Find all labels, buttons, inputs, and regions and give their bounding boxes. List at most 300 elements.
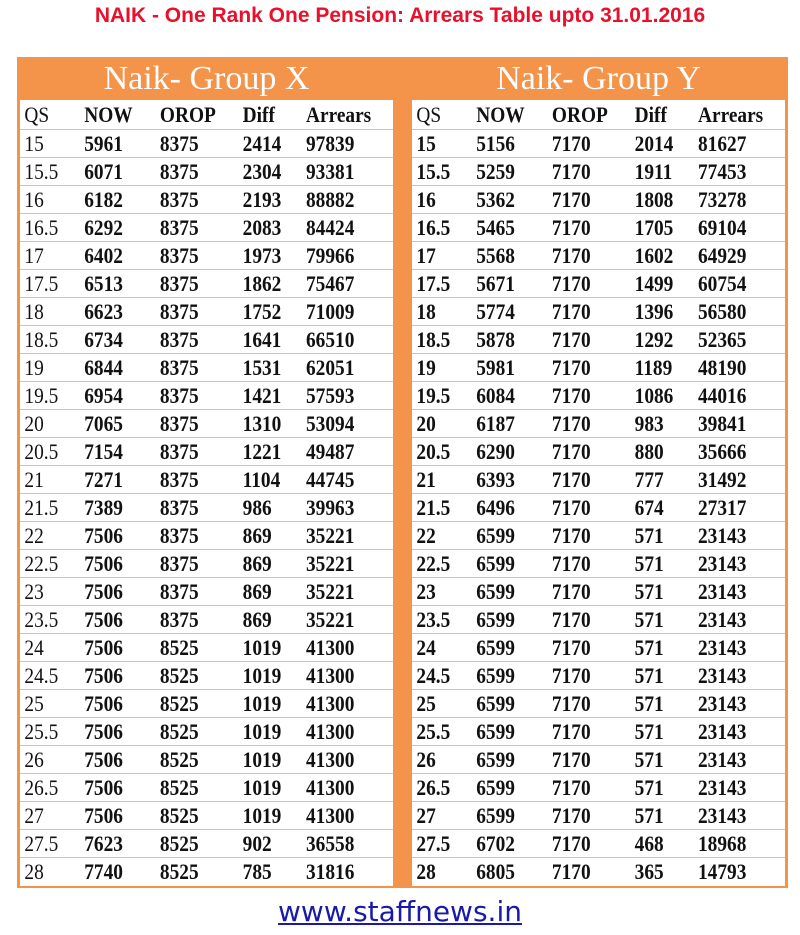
table-row (20, 242, 393, 270)
cell-diff: 2083 (242, 215, 282, 240)
cell-now: 6844 (84, 355, 123, 380)
table-row (20, 298, 393, 326)
cell-qs: 24.5 (24, 663, 59, 688)
cell-qs: 15 (24, 131, 44, 156)
cell-qs: 15.5 (24, 159, 59, 184)
cell-diff: 2193 (242, 187, 282, 212)
table-row (412, 830, 785, 858)
cell-arrears: 18968 (698, 831, 747, 856)
cell-orop: 7170 (551, 719, 591, 744)
group-y-heading: Naik- Group Y (496, 60, 701, 97)
cell-diff: 1019 (242, 803, 282, 828)
cell-arrears: 41300 (306, 663, 355, 688)
cell-arrears: 31492 (698, 467, 747, 492)
cell-qs: 23.5 (24, 607, 59, 632)
cell-now: 7506 (84, 551, 123, 576)
cell-arrears: 66510 (306, 327, 355, 352)
cell-qs: 15 (416, 131, 436, 156)
cell-now: 5878 (476, 327, 515, 352)
cell-orop: 8375 (159, 439, 199, 464)
cell-arrears: 60754 (698, 271, 747, 296)
cell-qs: 25 (24, 691, 44, 716)
cell-qs: 22.5 (416, 551, 451, 576)
cell-diff: 571 (634, 551, 664, 576)
cell-diff: 1396 (634, 299, 674, 324)
cell-qs: 17.5 (24, 271, 59, 296)
cell-diff: 571 (634, 635, 664, 660)
table-row (412, 690, 785, 718)
cell-now: 6599 (476, 635, 515, 660)
cell-arrears: 97839 (306, 131, 355, 156)
cell-qs: 26.5 (416, 775, 451, 800)
table-row (412, 354, 785, 382)
cell-now: 5156 (476, 131, 515, 156)
cell-qs: 16.5 (24, 215, 59, 240)
cell-arrears: 35221 (306, 551, 355, 576)
cell-diff: 571 (634, 747, 664, 772)
group-x-heading: Naik- Group X (103, 60, 310, 97)
cell-qs: 19.5 (24, 383, 59, 408)
cell-orop: 7170 (551, 467, 591, 492)
cell-arrears: 27317 (698, 495, 747, 520)
table-row (20, 802, 393, 830)
cell-qs: 16 (416, 187, 436, 212)
cell-arrears: 23143 (698, 719, 747, 744)
table-row (20, 158, 393, 186)
table-row (412, 494, 785, 522)
cell-orop: 8525 (159, 691, 199, 716)
cell-arrears: 41300 (306, 747, 355, 772)
cell-qs: 17.5 (416, 271, 451, 296)
cell-diff: 1862 (242, 271, 282, 296)
cell-diff: 1019 (242, 719, 282, 744)
cell-qs: 21.5 (416, 495, 451, 520)
cell-now: 7740 (84, 859, 123, 884)
cell-orop: 8375 (159, 271, 199, 296)
cell-orop: 7170 (551, 635, 591, 660)
cell-arrears: 41300 (306, 691, 355, 716)
cell-diff: 2014 (634, 131, 674, 156)
table-row (20, 270, 393, 298)
table-row (20, 214, 393, 242)
cell-diff: 1292 (634, 327, 674, 352)
cell-diff: 1808 (634, 187, 674, 212)
table-row (412, 242, 785, 270)
cell-diff: 1705 (634, 215, 674, 240)
cell-diff: 1911 (634, 159, 673, 184)
table-row (412, 270, 785, 298)
cell-now: 7065 (84, 411, 123, 436)
cell-qs: 26 (24, 747, 44, 772)
table-row (20, 354, 393, 382)
cell-orop: 8375 (159, 243, 199, 268)
cell-arrears: 84424 (306, 215, 355, 240)
cell-arrears: 23143 (698, 691, 747, 716)
table-row (412, 634, 785, 662)
cell-diff: 1531 (242, 355, 282, 380)
table-row (412, 802, 785, 830)
cell-orop: 7170 (551, 831, 591, 856)
cell-now: 7506 (84, 635, 123, 660)
cell-diff: 571 (634, 803, 664, 828)
cell-qs: 22 (24, 523, 44, 548)
cell-now: 6599 (476, 551, 515, 576)
cell-orop: 7170 (551, 355, 591, 380)
cell-qs: 26 (416, 747, 436, 772)
cell-now: 6071 (84, 159, 123, 184)
table-row (20, 858, 393, 886)
staffnews-link[interactable]: www.staffnews.in (278, 895, 522, 928)
cell-arrears: 39841 (698, 411, 747, 436)
cell-now: 6599 (476, 607, 515, 632)
cell-now: 7506 (84, 579, 123, 604)
cell-diff: 365 (634, 859, 664, 884)
cell-now: 6734 (84, 327, 123, 352)
cell-diff: 674 (634, 495, 664, 520)
column-header-diff: Diff (634, 102, 667, 127)
cell-arrears: 23143 (698, 775, 747, 800)
table-row (20, 186, 393, 214)
cell-now: 6292 (84, 215, 123, 240)
cell-orop: 7170 (551, 775, 591, 800)
cell-orop: 8375 (159, 187, 199, 212)
cell-now: 5362 (476, 187, 515, 212)
cell-qs: 20 (416, 411, 436, 436)
cell-diff: 869 (242, 607, 272, 632)
cell-diff: 1752 (242, 299, 282, 324)
cell-qs: 21 (416, 467, 436, 492)
cell-arrears: 41300 (306, 719, 355, 744)
cell-orop: 8525 (159, 663, 199, 688)
cell-now: 7506 (84, 691, 123, 716)
cell-diff: 1019 (242, 663, 282, 688)
cell-arrears: 35221 (306, 523, 355, 548)
cell-diff: 986 (242, 495, 272, 520)
cell-arrears: 41300 (306, 775, 355, 800)
table-row (412, 662, 785, 690)
cell-qs: 19 (24, 355, 44, 380)
cell-now: 7623 (84, 831, 123, 856)
cell-qs: 18.5 (24, 327, 59, 352)
cell-qs: 23.5 (416, 607, 451, 632)
group-y-table (412, 100, 785, 886)
cell-diff: 869 (242, 579, 272, 604)
cell-orop: 8375 (159, 579, 199, 604)
cell-orop: 7170 (551, 803, 591, 828)
cell-orop: 7170 (551, 607, 591, 632)
cell-now: 6805 (476, 859, 515, 884)
cell-now: 7506 (84, 663, 123, 688)
cell-orop: 8375 (159, 131, 199, 156)
cell-now: 7506 (84, 775, 123, 800)
cell-qs: 18 (416, 299, 436, 324)
cell-now: 7389 (84, 495, 123, 520)
table-row (412, 326, 785, 354)
cell-now: 7506 (84, 607, 123, 632)
column-header-qs: QS (416, 102, 442, 127)
cell-orop: 8525 (159, 803, 199, 828)
cell-orop: 8375 (159, 215, 199, 240)
table-row (20, 830, 393, 858)
column-header-orop: OROP (159, 102, 216, 127)
cell-now: 6954 (84, 383, 123, 408)
table-row (412, 718, 785, 746)
table-row (20, 522, 393, 550)
cell-diff: 571 (634, 523, 664, 548)
cell-now: 6599 (476, 691, 515, 716)
table-row (412, 158, 785, 186)
table-row (412, 522, 785, 550)
cell-qs: 24 (416, 635, 436, 660)
cell-qs: 27 (24, 803, 44, 828)
table-row (20, 438, 393, 466)
cell-qs: 23 (24, 579, 44, 604)
table-row (412, 606, 785, 634)
cell-orop: 7170 (551, 579, 591, 604)
cell-diff: 1641 (242, 327, 282, 352)
cell-qs: 18 (24, 299, 44, 324)
column-header-diff: Diff (242, 102, 275, 127)
cell-orop: 8525 (159, 859, 199, 884)
table-row (412, 298, 785, 326)
cell-orop: 7170 (551, 159, 591, 184)
cell-qs: 28 (24, 859, 44, 884)
cell-orop: 8375 (159, 383, 199, 408)
cell-arrears: 23143 (698, 803, 747, 828)
table-row (20, 774, 393, 802)
table-row (412, 186, 785, 214)
cell-qs: 21 (24, 467, 44, 492)
cell-now: 6599 (476, 523, 515, 548)
table-row (412, 214, 785, 242)
cell-now: 6513 (84, 271, 123, 296)
table-row (20, 634, 393, 662)
table-row (412, 774, 785, 802)
table-row (20, 578, 393, 606)
cell-now: 6599 (476, 775, 515, 800)
column-header-now: NOW (84, 102, 133, 127)
table-row (412, 382, 785, 410)
cell-diff: 1602 (634, 243, 674, 268)
cell-arrears: 23143 (698, 663, 747, 688)
cell-qs: 28 (416, 859, 436, 884)
cell-arrears: 35221 (306, 607, 355, 632)
cell-now: 6599 (476, 719, 515, 744)
table-row (412, 578, 785, 606)
cell-now: 7271 (84, 467, 123, 492)
cell-qs: 16.5 (416, 215, 451, 240)
cell-orop: 8375 (159, 355, 199, 380)
cell-now: 7154 (84, 439, 123, 464)
cell-qs: 25 (416, 691, 436, 716)
cell-qs: 17 (416, 243, 436, 268)
header-row (412, 100, 785, 130)
cell-qs: 27.5 (24, 831, 59, 856)
cell-now: 6599 (476, 803, 515, 828)
column-header-qs: QS (24, 102, 50, 127)
cell-arrears: 41300 (306, 635, 355, 660)
cell-orop: 8375 (159, 607, 199, 632)
cell-now: 6599 (476, 663, 515, 688)
cell-now: 6393 (476, 467, 515, 492)
cell-arrears: 75467 (306, 271, 355, 296)
cell-diff: 571 (634, 691, 664, 716)
column-header-now: NOW (476, 102, 525, 127)
cell-diff: 1499 (634, 271, 674, 296)
cell-orop: 8375 (159, 551, 199, 576)
cell-qs: 22 (416, 523, 436, 548)
table-row (20, 662, 393, 690)
cell-orop: 7170 (551, 691, 591, 716)
table-row (20, 606, 393, 634)
cell-now: 6084 (476, 383, 515, 408)
cell-arrears: 44745 (306, 467, 355, 492)
table-row (20, 130, 393, 158)
cell-now: 7506 (84, 803, 123, 828)
group-x-table (20, 100, 393, 886)
table-row (20, 690, 393, 718)
cell-diff: 571 (634, 579, 664, 604)
table-row (412, 438, 785, 466)
cell-arrears: 23143 (698, 523, 747, 548)
cell-qs: 27.5 (416, 831, 451, 856)
arrears-table (17, 57, 788, 888)
cell-orop: 8525 (159, 775, 199, 800)
table-row (20, 466, 393, 494)
column-header-orop: OROP (551, 102, 608, 127)
cell-qs: 24 (24, 635, 44, 660)
cell-arrears: 69104 (698, 215, 747, 240)
cell-diff: 468 (634, 831, 664, 856)
table-row (412, 550, 785, 578)
cell-orop: 8375 (159, 159, 199, 184)
cell-diff: 1221 (242, 439, 282, 464)
cell-diff: 571 (634, 663, 664, 688)
cell-orop: 7170 (551, 663, 591, 688)
cell-orop: 8525 (159, 831, 199, 856)
cell-now: 6702 (476, 831, 515, 856)
cell-orop: 7170 (551, 411, 591, 436)
cell-orop: 8375 (159, 467, 199, 492)
cell-now: 5568 (476, 243, 515, 268)
table-row (412, 466, 785, 494)
cell-arrears: 44016 (698, 383, 747, 408)
cell-diff: 777 (634, 467, 664, 492)
cell-now: 6290 (476, 439, 515, 464)
cell-arrears: 35666 (698, 439, 747, 464)
cell-diff: 869 (242, 523, 272, 548)
cell-orop: 8375 (159, 411, 199, 436)
cell-arrears: 23143 (698, 607, 747, 632)
cell-orop: 7170 (551, 551, 591, 576)
cell-diff: 1019 (242, 747, 282, 772)
cell-orop: 8525 (159, 635, 199, 660)
cell-arrears: 73278 (698, 187, 747, 212)
cell-arrears: 71009 (306, 299, 355, 324)
cell-qs: 16 (24, 187, 44, 212)
cell-qs: 19 (416, 355, 436, 380)
table-row (20, 550, 393, 578)
cell-now: 7506 (84, 523, 123, 548)
cell-orop: 8375 (159, 299, 199, 324)
cell-qs: 22.5 (24, 551, 59, 576)
cell-arrears: 64929 (698, 243, 747, 268)
cell-arrears: 77453 (698, 159, 747, 184)
cell-orop: 7170 (551, 439, 591, 464)
cell-now: 6623 (84, 299, 123, 324)
cell-orop: 7170 (551, 327, 591, 352)
cell-diff: 1019 (242, 775, 282, 800)
cell-orop: 8375 (159, 495, 199, 520)
cell-orop: 8525 (159, 719, 199, 744)
cell-diff: 571 (634, 607, 664, 632)
cell-arrears: 39963 (306, 495, 355, 520)
cell-arrears: 48190 (698, 355, 747, 380)
cell-diff: 1973 (242, 243, 282, 268)
table-row (20, 382, 393, 410)
cell-now: 6496 (476, 495, 515, 520)
cell-orop: 7170 (551, 495, 591, 520)
cell-arrears: 23143 (698, 747, 747, 772)
cell-diff: 880 (634, 439, 664, 464)
cell-diff: 983 (634, 411, 664, 436)
cell-arrears: 23143 (698, 635, 747, 660)
table-row (412, 130, 785, 158)
cell-qs: 25.5 (416, 719, 451, 744)
cell-orop: 7170 (551, 859, 591, 884)
cell-arrears: 81627 (698, 131, 747, 156)
cell-qs: 17 (24, 243, 44, 268)
cell-arrears: 56580 (698, 299, 747, 324)
table-row (20, 746, 393, 774)
cell-orop: 7170 (551, 187, 591, 212)
cell-now: 6182 (84, 187, 123, 212)
table-row (412, 410, 785, 438)
cell-qs: 18.5 (416, 327, 451, 352)
cell-now: 5671 (476, 271, 515, 296)
cell-now: 6187 (476, 411, 515, 436)
cell-orop: 8525 (159, 747, 199, 772)
cell-diff: 1104 (242, 467, 281, 492)
cell-arrears: 41300 (306, 803, 355, 828)
cell-arrears: 36558 (306, 831, 355, 856)
cell-diff: 1019 (242, 635, 282, 660)
cell-orop: 7170 (551, 215, 591, 240)
cell-orop: 7170 (551, 131, 591, 156)
cell-orop: 7170 (551, 383, 591, 408)
cell-arrears: 52365 (698, 327, 747, 352)
cell-orop: 8375 (159, 523, 199, 548)
cell-now: 6599 (476, 579, 515, 604)
cell-arrears: 49487 (306, 439, 355, 464)
cell-orop: 7170 (551, 243, 591, 268)
cell-diff: 2414 (242, 131, 282, 156)
cell-arrears: 35221 (306, 579, 355, 604)
cell-qs: 27 (416, 803, 436, 828)
cell-orop: 7170 (551, 299, 591, 324)
cell-qs: 25.5 (24, 719, 59, 744)
cell-qs: 23 (416, 579, 436, 604)
cell-qs: 26.5 (24, 775, 59, 800)
cell-qs: 20.5 (416, 439, 451, 464)
cell-diff: 1086 (634, 383, 674, 408)
cell-arrears: 88882 (306, 187, 355, 212)
cell-now: 5981 (476, 355, 515, 380)
cell-diff: 785 (242, 859, 272, 884)
table-row (412, 858, 785, 886)
cell-now: 5961 (84, 131, 123, 156)
cell-now: 6599 (476, 747, 515, 772)
